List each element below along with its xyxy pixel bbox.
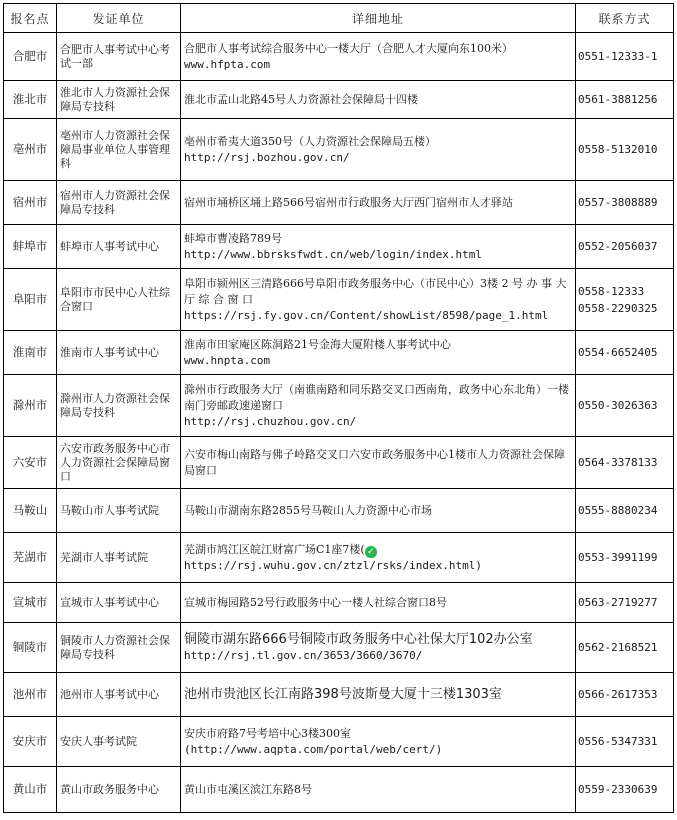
cell-phone [576,489,674,533]
cell-phone [576,375,674,437]
cell-address [181,767,576,813]
address-url-link[interactable]: www.hnpta.com [184,353,271,367]
phone-number: 0551-12333-1 [578,50,658,63]
cell-unit: 滁州市人力资源社会保障局专技科 [57,375,181,437]
cell-city: 宿州市 [4,181,57,225]
cell-address [181,583,576,623]
table-row [4,33,674,81]
cell-unit: 淮南市人事考试中心 [57,331,181,375]
address-text: 芜湖市鸠江区皖江财富广场C1座7楼( [184,542,365,556]
phone-number: 0562-2168521 [578,641,658,654]
cell-unit: 宣城市人事考试中心 [57,583,181,623]
cell-unit: 宿州市人力资源社会保障局专技科 [57,181,181,225]
cell-city: 铜陵市 [4,623,57,673]
address-text: 安庆市府路7号考培中心3楼300室 [184,726,351,740]
cell-address [181,489,576,533]
phone-number: 0558-2290325 [578,301,658,315]
address-text: 宿州市埇桥区埇上路566号宿州市行政服务大厅西门宿州市人才驿站 [184,195,513,209]
cell-phone [576,269,674,331]
table-row [4,181,674,225]
phone-number: 0555-8880234 [578,504,658,517]
cell-city: 宣城市 [4,583,57,623]
cell-unit: 安庆人事考试院 [57,717,181,767]
cell-city: 滁州市 [4,375,57,437]
cell-unit: 六安市政务服务中心市人力资源社会保障局窗口 [57,437,181,489]
header-row [4,4,674,33]
phone-number: 0558-5132010 [578,143,658,156]
table-row [4,533,674,583]
cell-city: 合肥市 [4,33,57,81]
cell-phone [576,81,674,119]
phone-number: 0559-2330639 [578,783,658,796]
phone-number: 0558-12333 [578,284,645,298]
cell-unit: 黄山市政务服务中心 [57,767,181,813]
address-url-link[interactable]: http://rsj.tl.gov.cn/3653/3660/3670/ [184,648,423,662]
phone-number: 0550-3026363 [578,399,658,412]
address-text: 合肥市人事考试综合服务中心一楼大厅（合肥人才大厦向东100米） [184,41,513,55]
address-url-link[interactable]: https://rsj.wuhu.gov.cn/ztzl/rsks/index.html) [184,558,483,572]
address-text: 宣城市梅园路52号行政服务中心一楼人社综合窗口8号 [184,595,447,609]
address-text: 马鞍山市湖南东路2855号马鞍山人力资源中心市场 [184,503,432,517]
address-text: 铜陵市湖东路666号铜陵市政务服务中心社保大厅102办公室 [184,631,533,647]
address-text: 阜阳市颍州区三清路666号阜阳市政务服务中心（市民中心）3楼 2 号 办 事 大 厅 综 合 窗 口 [184,276,567,306]
address-url-link[interactable]: https://rsj.fy.gov.cn/Content/showList/8598/page_1.html [184,308,549,322]
cell-phone [576,437,674,489]
cell-unit: 蚌埠市人事考试中心 [57,225,181,269]
phone-number: 0566-2617353 [578,688,658,701]
address-text: 池州市贵池区长江南路398号波斯曼大厦十三楼1303室 [184,686,502,702]
phone-number: 0557-3808889 [578,196,658,209]
cell-phone [576,181,674,225]
table-row [4,375,674,437]
cell-unit: 芜湖市人事考试院 [57,533,181,583]
exam-cert-table [3,3,674,813]
cell-city: 芜湖市 [4,533,57,583]
header-address: 详细地址 [181,4,576,33]
cell-city: 阜阳市 [4,269,57,331]
address-url-link[interactable]: http://www.bbrsksfwdt.cn/web/login/index.html [184,247,483,261]
address-text: 六安市梅山南路与佛子岭路交叉口六安市政务服务中心1楼市人力资源社会保障局窗口 [184,447,565,477]
table-row [4,119,674,181]
cell-address [181,673,576,717]
cell-city: 马鞍山 [4,489,57,533]
cell-unit: 淮北市人力资源社会保障局专技科 [57,81,181,119]
header-city: 报名点 [4,4,57,33]
table-row [4,269,674,331]
cell-address [181,181,576,225]
cell-address [181,33,576,81]
cell-address [181,225,576,269]
address-text: 滁州市行政服务大厅（南谯南路和同乐路交叉口西南角，政务中心东北角）一楼南门旁邮政速递窗口 [184,382,569,412]
table-row [4,225,674,269]
address-text: 蚌埠市曹凌路789号 [184,231,282,245]
header-unit: 发证单位 [57,4,181,33]
cell-city: 池州市 [4,673,57,717]
phone-number: 0556-5347331 [578,735,658,748]
cell-phone [576,533,674,583]
address-url-link[interactable]: (http://www.aqpta.com/portal/web/cert/) [184,742,443,756]
cell-address [181,81,576,119]
cell-address [181,623,576,673]
phone-number: 0564-3378133 [578,456,658,469]
header-phone: 联系方式 [576,4,674,33]
cell-address [181,269,576,331]
cell-address [181,331,576,375]
cell-phone [576,119,674,181]
address-text: 亳州市希夷大道350号（人力资源社会保障局五楼） [184,134,436,148]
address-text: 黄山市屯溪区滨江东路8号 [184,782,312,796]
cell-unit: 亳州市人力资源社会保障局事业单位人事管理科 [57,119,181,181]
address-url-link[interactable]: http://rsj.bozhou.gov.cn/ [184,150,350,164]
cell-phone [576,583,674,623]
cell-city: 蚌埠市 [4,225,57,269]
cell-phone [576,767,674,813]
table-row [4,489,674,533]
cell-unit: 阜阳市市民中心人社综合窗口 [57,269,181,331]
table-row [4,623,674,673]
address-url-link[interactable]: www.hfpta.com [184,57,271,71]
cell-address [181,717,576,767]
cell-unit: 铜陵市人力资源社会保障局专技科 [57,623,181,673]
cell-city: 淮北市 [4,81,57,119]
cell-phone [576,623,674,673]
cell-address [181,375,576,437]
cell-address [181,533,576,583]
address-text: 淮南市田家庵区陈洞路21号金海大厦附楼人事考试中心 [184,337,451,351]
cell-phone [576,331,674,375]
cell-city: 安庆市 [4,717,57,767]
phone-number: 0561-3881256 [578,93,658,106]
phone-number: 0554-6652405 [578,346,658,359]
cell-phone [576,33,674,81]
table-row [4,583,674,623]
table-row [4,767,674,813]
table-row [4,673,674,717]
cell-unit: 池州市人事考试中心 [57,673,181,717]
address-text: 淮北市孟山北路45号人力资源社会保障局十四楼 [184,92,418,106]
phone-number: 0563-2719277 [578,596,658,609]
table-row [4,437,674,489]
cell-phone [576,717,674,767]
cell-unit: 马鞍山市人事考试院 [57,489,181,533]
cell-address [181,437,576,489]
cell-phone [576,225,674,269]
cell-address [181,119,576,181]
cell-city: 黄山市 [4,767,57,813]
address-url-link[interactable]: http://rsj.chuzhou.gov.cn/ [184,414,357,428]
table-row [4,717,674,767]
cell-phone [576,673,674,717]
shield-check-icon: ✓ [365,546,377,558]
cell-unit: 合肥市人事考试中心考试一部 [57,33,181,81]
table-row [4,331,674,375]
cell-city: 六安市 [4,437,57,489]
phone-number: 0552-2056037 [578,240,658,253]
cell-city: 亳州市 [4,119,57,181]
phone-number: 0553-3991199 [578,551,658,564]
table-row [4,81,674,119]
cell-city: 淮南市 [4,331,57,375]
